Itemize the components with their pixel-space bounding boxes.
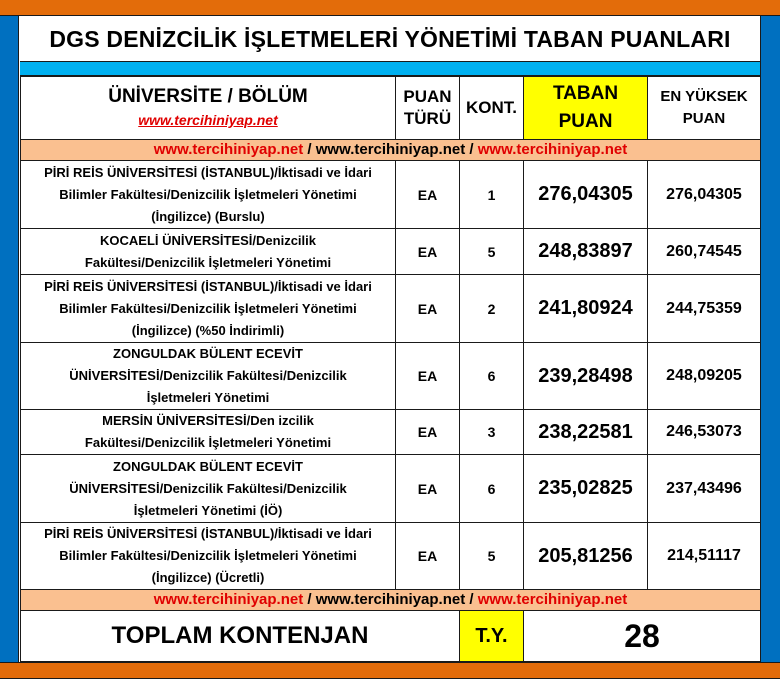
base-score-cell: 248,83897 <box>524 229 648 275</box>
quota-cell: 5 <box>460 523 524 590</box>
base-score-cell: 238,22581 <box>524 410 648 455</box>
score-type-cell: EA <box>396 455 460 523</box>
header-base-score-line2: PUAN <box>558 111 613 132</box>
table-row <box>21 410 761 455</box>
dept-line: Fakültesi/Denizcilik İşletmeleri Yönetimi <box>84 254 332 270</box>
dept-line: Bilimler Fakültesi/Denizcilik İşletmeleri Yönetimi <box>59 300 357 316</box>
dept-line: Bilimler Fakültesi/Denizcilik İşletmeleri Yönetimi <box>59 186 357 202</box>
header-score-type-line2: TÜRÜ <box>403 109 452 128</box>
base-score-cell: 239,28498 <box>524 343 648 410</box>
site-link[interactable]: www.tercihiniyap.net <box>138 112 278 128</box>
watermark-separator: / <box>303 591 316 608</box>
watermark-link[interactable]: www.tercihiniyap.net <box>153 591 304 608</box>
dept-line: Fakültesi/Denizcilik İşletmeleri Yönetimi <box>84 435 332 450</box>
watermark-row-top <box>21 140 761 161</box>
watermark-row-bottom <box>21 590 761 611</box>
dept-line: İşletmeleri Yönetimi (İÖ) <box>133 502 283 518</box>
base-score-cell: 276,04305 <box>524 161 648 229</box>
score-type-cell: EA <box>396 523 460 590</box>
bottom-orange-bar <box>0 662 780 679</box>
page-title: DGS DENİZCİLİK İŞLETMELERİ YÖNETİMİ TABAN PUANLARI <box>20 17 760 62</box>
dept-line: ZONGULDAK BÜLENT ECEVİT <box>113 346 303 361</box>
university-department-cell <box>21 523 396 590</box>
score-type-cell: EA <box>396 229 460 275</box>
watermark-link[interactable]: www.tercihiniyap.net <box>315 141 466 158</box>
dept-line: PİRİ REİS ÜNİVERSİTESİ (İSTANBUL)/İktisadi ve İdari <box>44 278 372 294</box>
table-row <box>21 455 761 523</box>
score-sheet <box>20 17 760 662</box>
university-department-cell <box>21 275 396 343</box>
university-department-cell <box>21 161 396 229</box>
header-highest-score <box>648 77 761 140</box>
dept-line: Bilimler Fakültesi/Denizcilik İşletmeleri Yönetimi <box>59 548 357 563</box>
highest-score-cell: 214,51117 <box>648 523 761 590</box>
header-score-type <box>396 77 460 140</box>
watermark-link[interactable]: www.tercihiniyap.net <box>315 591 466 608</box>
table-header-row <box>21 77 761 140</box>
quota-cell: 3 <box>460 410 524 455</box>
total-quota-row <box>21 611 761 662</box>
top-orange-bar <box>0 0 780 16</box>
highest-score-cell: 246,53073 <box>648 410 761 455</box>
highest-score-cell: 260,74545 <box>648 229 761 275</box>
score-type-cell: EA <box>396 275 460 343</box>
base-score-cell: 205,81256 <box>524 523 648 590</box>
watermark-separator: / <box>303 141 316 158</box>
university-department-cell <box>21 229 396 275</box>
quota-cell: 2 <box>460 275 524 343</box>
dept-line: İşletmeleri Yönetimi <box>146 390 270 405</box>
dept-line: (İngilizce) (Ücretli) <box>151 570 265 585</box>
highest-score-cell: 248,09205 <box>648 343 761 410</box>
table-row <box>21 229 761 275</box>
header-university-department <box>21 77 396 140</box>
dept-line: ÜNİVERSİTESİ/Denizcilik Fakültesi/Denizcilik <box>69 368 347 383</box>
highest-score-cell: 237,43496 <box>648 455 761 523</box>
table-row <box>21 275 761 343</box>
watermark-link[interactable]: www.tercihiniyap.net <box>153 141 304 158</box>
header-highest-score-line1: EN YÜKSEK <box>660 88 748 105</box>
highest-score-cell: 244,75359 <box>648 275 761 343</box>
dept-line: ZONGULDAK BÜLENT ECEVİT <box>113 458 303 474</box>
dept-line: (İngilizce) (%50 İndirimli) <box>131 322 285 338</box>
quota-cell: 1 <box>460 161 524 229</box>
watermark-link[interactable]: www.tercihiniyap.net <box>477 141 628 158</box>
cyan-divider <box>20 62 760 76</box>
score-type-cell: EA <box>396 343 460 410</box>
left-blue-bar <box>0 16 19 662</box>
dept-line: (İngilizce) (Burslu) <box>151 208 265 224</box>
watermark-separator: / <box>465 141 478 158</box>
score-type-cell: EA <box>396 410 460 455</box>
table-row <box>21 343 761 410</box>
header-score-type-line1: PUAN <box>403 87 452 106</box>
quota-cell: 6 <box>460 343 524 410</box>
header-highest-score-line2: PUAN <box>682 110 726 127</box>
university-department-cell <box>21 455 396 523</box>
dept-line: ÜNİVERSİTESİ/Denizcilik Fakültesi/Denizcilik <box>69 480 347 496</box>
header-quota: KONT. <box>460 77 524 140</box>
base-score-cell: 235,02825 <box>524 455 648 523</box>
dept-line: MERSİN ÜNİVERSİTESİ/Den izcilik <box>102 413 314 428</box>
quota-cell: 6 <box>460 455 524 523</box>
dept-line: PİRİ REİS ÜNİVERSİTESİ (İSTANBUL)/İktisadi ve İdari <box>44 526 372 541</box>
total-quota-value: 28 <box>524 611 761 662</box>
watermark-link[interactable]: www.tercihiniyap.net <box>477 591 628 608</box>
highest-score-cell: 276,04305 <box>648 161 761 229</box>
dept-line: KOCAELİ ÜNİVERSİTESİ/Denizcilik <box>100 232 316 248</box>
score-table <box>20 76 761 662</box>
base-score-cell: 241,80924 <box>524 275 648 343</box>
table-row <box>21 523 761 590</box>
watermark-cell <box>21 140 761 161</box>
score-type-cell: EA <box>396 161 460 229</box>
university-department-cell <box>21 410 396 455</box>
university-department-cell <box>21 343 396 410</box>
dept-line: PİRİ REİS ÜNİVERSİTESİ (İSTANBUL)/İktisadi ve İdari <box>44 164 372 180</box>
quota-cell: 5 <box>460 229 524 275</box>
watermark-separator: / <box>465 591 478 608</box>
total-badge: T.Y. <box>460 611 524 662</box>
header-university-department-label: ÜNİVERSİTE / BÖLÜM <box>108 86 308 107</box>
table-row <box>21 161 761 229</box>
total-quota-label: TOPLAM KONTENJAN <box>21 611 460 662</box>
right-blue-bar <box>760 16 780 662</box>
header-base-score-line1: TABAN <box>552 83 619 104</box>
watermark-cell <box>21 590 761 611</box>
header-base-score <box>524 77 648 140</box>
